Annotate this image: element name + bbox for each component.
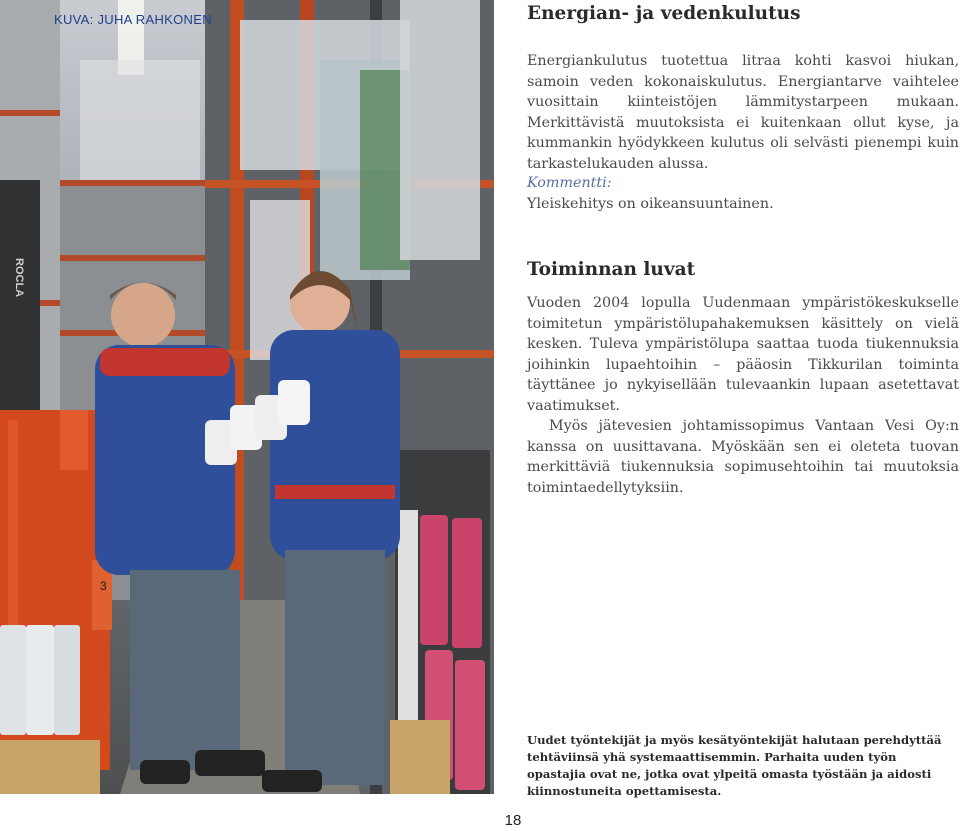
- permits-paragraph-1: Vuoden 2004 lopulla Uudenmaan ympäristökeskukselle toimitetun ympäristölupahakemuksen käsittely on vielä kesken. Tuleva ympäristölupa saattaa tuoda tiukennuksia joihinkin lupaehtoihin – pääosin Tikkurilan toiminta täyttänee jo nykyisellään tulevaankin lupaan asetettavat vaatimukset.: [527, 295, 959, 414]
- permits-section: [527, 259, 959, 280]
- section-heading-permits: Toiminnan luvat: [527, 259, 696, 280]
- permits-body: [527, 293, 959, 498]
- energy-section: [527, 3, 959, 24]
- rack-label: 3: [100, 579, 107, 593]
- forklift-brand: ROCLA: [13, 258, 25, 298]
- section-heading-energy: Energian- ja vedenkulutus: [527, 3, 801, 24]
- energy-paragraph: Energiankulutus tuotettua litraa kohti kasvoi hiukan, samoin veden kokonaiskulutus. Energiantarve vaihtelee vuosittain kiinteistöjen lämmitystarpeen mukaan. Merkittävistä muutoksista ei kuitenkaan ollut kyse, ja kummankin hyödykkeen kulutus oli selvästi pienempi kuin tarkastelukauden alussa.: [527, 53, 959, 172]
- energy-body: [527, 51, 959, 174]
- page-number: 18: [504, 812, 522, 829]
- warehouse-photo: [0, 0, 494, 794]
- permits-paragraph-2: Myös jätevesien johtamissopimus Vantaan Vesi Oy:n kanssa on uusittavana. Myöskään sen ei oleteta tuovan merkittäviä tiukennuksia sopimusehtoihin tai muutoksia toimintaedellytyksiin.: [527, 418, 959, 496]
- photo-caption: Uudet työntekijät ja myös kesätyöntekijät halutaan perehdyttää tehtäviinsä yhä systemaattisemmin. Parhaita uuden työn opastajia ovat ne, jotka ovat ylpeitä omasta työstään ja aidosti kiinnostuneita opettamisesta.: [527, 733, 942, 798]
- photo-overlay-text: [0, 0, 494, 794]
- comment-text: Yleiskehitys on oikeansuuntainen.: [527, 195, 774, 212]
- photo-credit: KUVA: JUHA RAHKONEN: [54, 12, 212, 27]
- comment-block: [527, 173, 959, 214]
- comment-label: Kommentti:: [527, 175, 612, 191]
